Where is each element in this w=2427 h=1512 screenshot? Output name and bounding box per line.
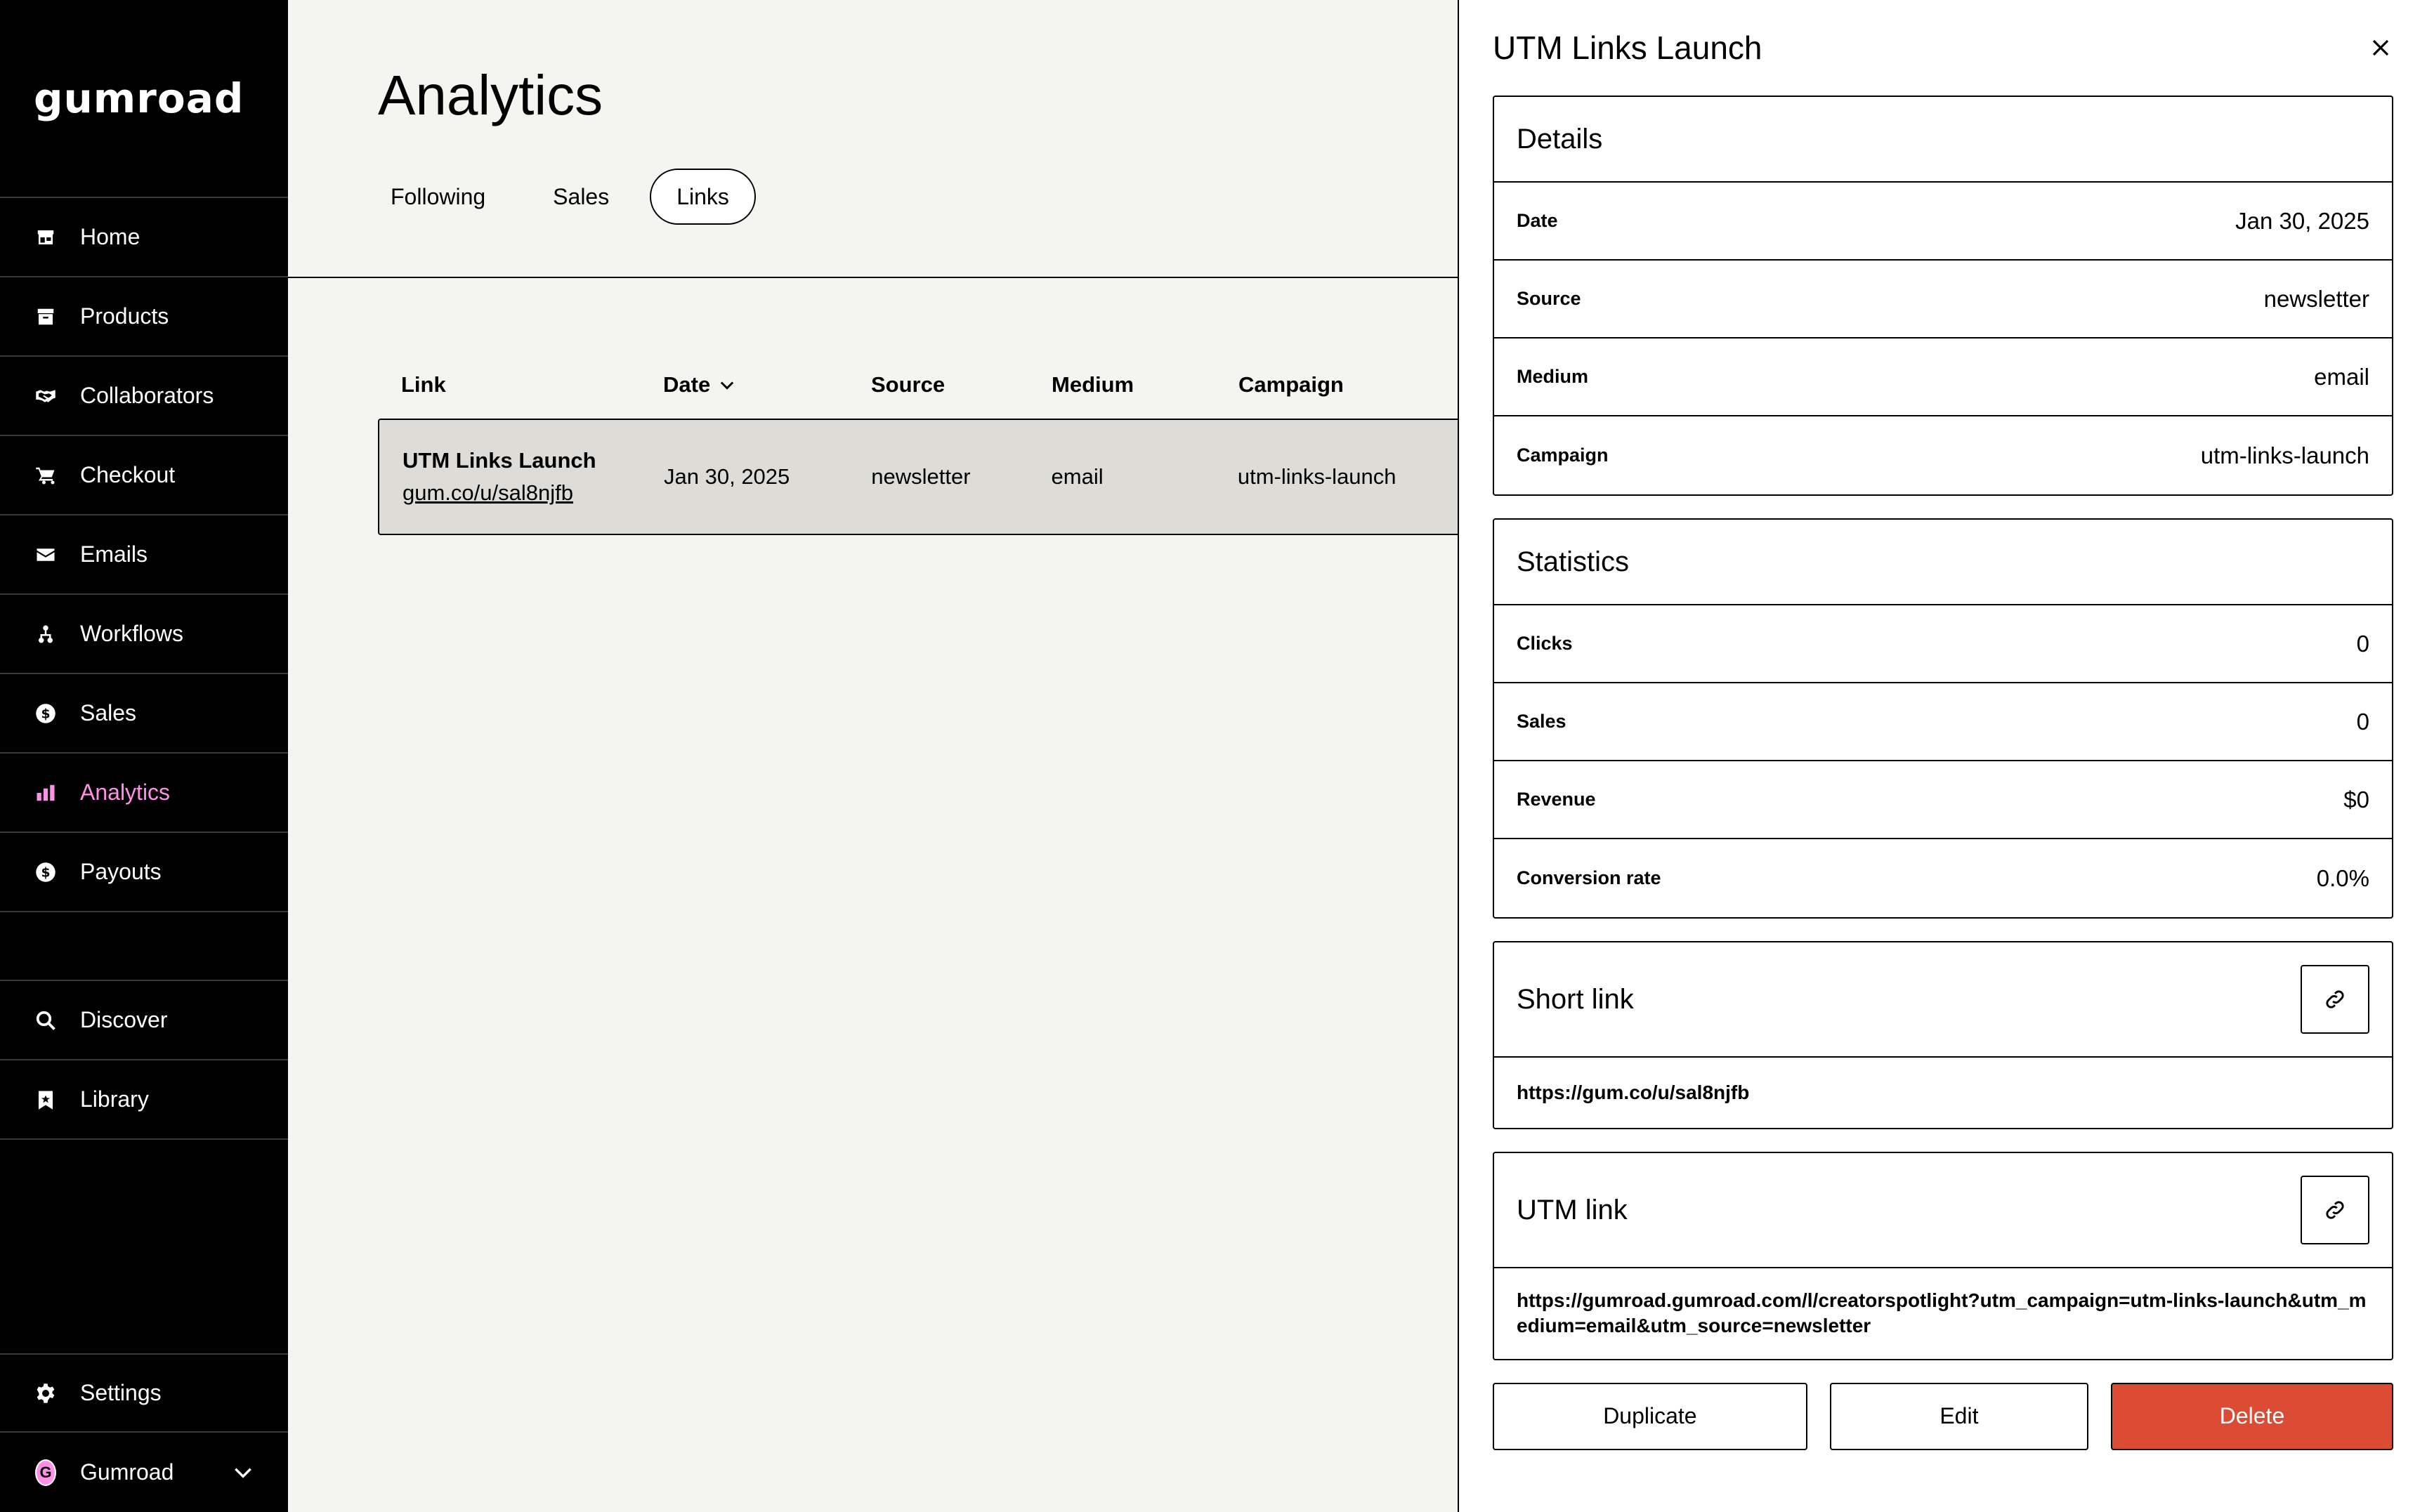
column-header-date-label: Date (663, 372, 711, 397)
sidebar-item-label: Home (80, 224, 140, 249)
detail-label: Campaign (1517, 445, 1609, 466)
envelope-icon (35, 544, 56, 565)
short-link-url: https://gum.co/u/sal8njfb (1517, 1081, 1750, 1103)
short-link-heading: Short link (1517, 983, 1634, 1015)
close-icon (2370, 37, 2391, 58)
sidebar-divider (0, 912, 288, 981)
sidebar-item-label: Workflows (80, 621, 183, 646)
copy-short-link-button[interactable] (2301, 965, 2369, 1034)
stat-value: 0 (2356, 708, 2369, 735)
cart-icon (35, 465, 56, 486)
delete-button[interactable]: Delete (2111, 1383, 2393, 1450)
sidebar-item-label: Collaborators (80, 383, 214, 408)
sidebar-item-sales[interactable] (0, 674, 288, 754)
chevron-down-icon[interactable] (232, 1461, 254, 1484)
sidebar-item-label: Products (80, 303, 169, 329)
stat-label: Clicks (1517, 633, 1573, 654)
stat-value: 0 (2356, 630, 2369, 657)
details-heading: Details (1494, 97, 2392, 183)
short-link-card (1493, 941, 2393, 1129)
logo-text: gumroad (34, 74, 244, 122)
stat-row-conversion-rate (1494, 839, 2392, 917)
avatar (35, 1462, 56, 1483)
tab-links[interactable]: Links (650, 169, 756, 225)
detail-value: utm-links-launch (2200, 442, 2369, 468)
page-header (288, 0, 1458, 278)
stat-label: Conversion rate (1517, 867, 1661, 888)
sidebar-bottom (0, 1353, 288, 1512)
stat-row-sales (1494, 683, 2392, 761)
sidebar-item-label: Emails (80, 541, 148, 567)
sidebar-item-label: Analytics (80, 780, 171, 805)
detail-label: Medium (1517, 366, 1589, 387)
handshake-icon (35, 386, 56, 407)
link-detail-panel (1458, 0, 2427, 1512)
utm-link-header (1494, 1153, 2392, 1268)
sidebar-item-collaborators[interactable] (0, 357, 288, 436)
detail-label: Source (1517, 288, 1581, 309)
sidebar (0, 0, 288, 1512)
chevron-down-icon (717, 375, 737, 395)
sidebar-item-label: Sales (80, 700, 137, 725)
utm-link-heading: UTM link (1517, 1194, 1628, 1225)
sidebar-item-payouts[interactable] (0, 833, 288, 912)
panel-actions (1493, 1383, 2393, 1450)
panel-title: UTM Links Launch (1493, 29, 1762, 66)
link-icon (2323, 1198, 2347, 1222)
table-header (378, 351, 1460, 419)
svg-text:$: $ (41, 706, 51, 721)
archive-icon (35, 306, 56, 327)
column-header-campaign[interactable]: Campaign (1238, 372, 1344, 397)
statistics-card (1493, 518, 2393, 919)
column-header-source[interactable]: Source (871, 372, 946, 397)
svg-text:$: $ (41, 865, 51, 880)
tabs (364, 169, 1458, 225)
stat-value: $0 (2343, 786, 2369, 813)
link-title: UTM Links Launch (403, 448, 596, 473)
detail-row-source (1494, 261, 2392, 338)
column-header-date[interactable] (663, 372, 871, 397)
avatar-letter: G (35, 1459, 56, 1486)
cell-source: newsletter (871, 464, 971, 489)
sidebar-item-products[interactable] (0, 277, 288, 357)
tab-sales[interactable]: Sales (553, 183, 610, 209)
link-icon (2323, 987, 2347, 1011)
store-icon (35, 227, 56, 248)
close-button[interactable] (2368, 35, 2393, 60)
details-card (1493, 96, 2393, 496)
panel-header (1493, 0, 2393, 96)
tab-following[interactable]: Following (391, 183, 486, 209)
gear-icon (35, 1383, 56, 1404)
bookmark-icon (35, 1089, 56, 1110)
cell-medium: email (1051, 464, 1104, 489)
sidebar-item-label: Library (80, 1086, 149, 1112)
sidebar-item-home[interactable] (0, 198, 288, 277)
link-url[interactable]: gum.co/u/sal8njfb (403, 480, 573, 505)
edit-button[interactable]: Edit (1830, 1383, 2088, 1450)
detail-label: Date (1517, 210, 1558, 231)
column-header-medium[interactable]: Medium (1052, 372, 1134, 397)
table-row[interactable] (378, 419, 1460, 535)
detail-value: Jan 30, 2025 (2235, 207, 2369, 234)
utm-link-card (1493, 1152, 2393, 1360)
bar-chart-icon (35, 782, 56, 803)
column-header-link[interactable]: Link (401, 372, 446, 397)
stat-row-clicks (1494, 605, 2392, 683)
account-menu[interactable] (0, 1433, 288, 1512)
sidebar-item-analytics[interactable] (0, 754, 288, 833)
copy-utm-link-button[interactable] (2301, 1176, 2369, 1244)
dollar-icon (35, 703, 56, 724)
cell-link (379, 448, 664, 506)
sidebar-item-settings[interactable] (0, 1353, 288, 1433)
cell-campaign: utm-links-launch (1237, 464, 1396, 489)
account-name: Gumroad (80, 1459, 174, 1485)
sidebar-item-library[interactable] (0, 1060, 288, 1140)
detail-row-medium (1494, 338, 2392, 416)
sidebar-item-label: Settings (80, 1380, 162, 1405)
sidebar-item-emails[interactable] (0, 515, 288, 595)
stat-row-revenue (1494, 761, 2392, 839)
sidebar-item-checkout[interactable] (0, 436, 288, 515)
sidebar-item-label: Checkout (80, 462, 176, 487)
cell-date: Jan 30, 2025 (664, 464, 790, 489)
short-link-header (1494, 942, 2392, 1058)
main-content (288, 0, 1458, 1512)
sidebar-item-discover[interactable] (0, 981, 288, 1060)
detail-row-campaign (1494, 416, 2392, 494)
workflow-icon (35, 624, 56, 645)
page-title: Analytics (378, 64, 603, 126)
sidebar-item-workflows[interactable] (0, 595, 288, 674)
utm-link-url: https://gumroad.gumroad.com/l/creatorspotlight?utm_campaign=utm-links-launch&utm_medium=email&utm_source=newsletter (1517, 1289, 2367, 1337)
detail-row-date (1494, 183, 2392, 261)
detail-value: newsletter (2263, 285, 2369, 312)
statistics-heading: Statistics (1494, 520, 2392, 605)
stat-label: Revenue (1517, 789, 1596, 810)
detail-value: email (2314, 363, 2369, 390)
links-table (378, 351, 1460, 535)
sidebar-item-label: Discover (80, 1007, 168, 1032)
sidebar-item-label: Payouts (80, 859, 162, 884)
logo[interactable] (0, 0, 288, 198)
stat-value: 0.0% (2316, 865, 2369, 891)
search-icon (35, 1010, 56, 1031)
dollar-icon (35, 862, 56, 883)
stat-label: Sales (1517, 711, 1566, 732)
duplicate-button[interactable]: Duplicate (1493, 1383, 1807, 1450)
